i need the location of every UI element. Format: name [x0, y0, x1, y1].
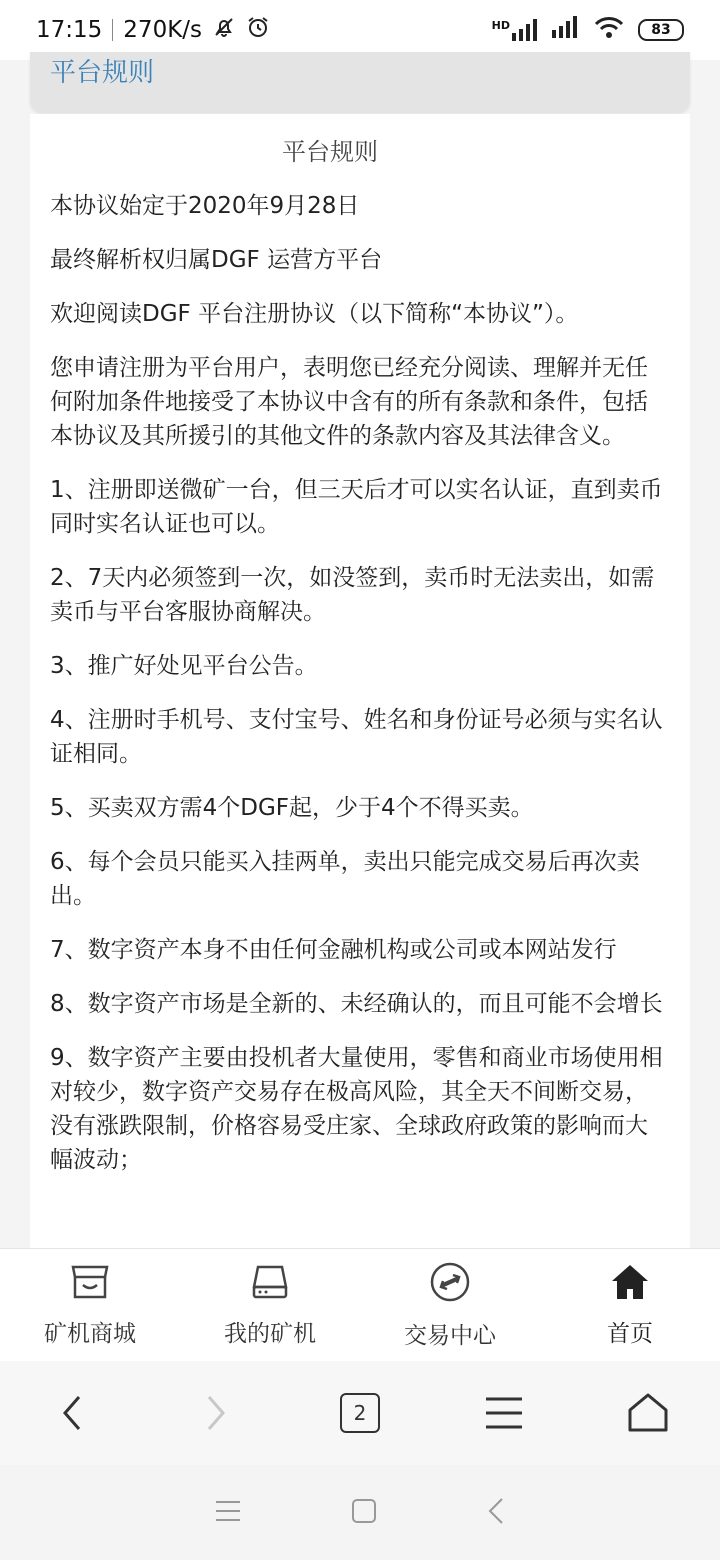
- recent-apps-button[interactable]: [215, 1500, 241, 1526]
- home-outline-icon: [627, 1392, 669, 1434]
- paragraph: 欢迎阅读DGF 平台注册协议（以下简称“本协议”）。: [50, 301, 579, 327]
- header-card: [30, 52, 690, 112]
- menu-lines-icon: [215, 1500, 241, 1522]
- paragraph: 5、买卖双方需4个DGF起，少于4个不得买卖。: [50, 795, 534, 821]
- paragraph: 本协议始定于2020年9月28日: [50, 193, 360, 219]
- document-title: 平台规则: [282, 138, 378, 166]
- bottom-nav: [0, 1248, 720, 1362]
- wifi-icon: [594, 16, 624, 44]
- bell-muted-icon: [212, 15, 236, 45]
- paragraph: 8、数字资产市场是全新的、未经确认的，而且可能不会增长: [50, 991, 663, 1017]
- store-icon: [69, 1263, 111, 1307]
- alarm-icon: [246, 15, 270, 45]
- status-bar: [0, 0, 720, 60]
- home-button[interactable]: [618, 1383, 678, 1443]
- system-home-button[interactable]: [351, 1498, 377, 1528]
- battery-indicator: 83: [638, 19, 684, 41]
- chevron-left-icon: [487, 1497, 505, 1525]
- tab-count: 2: [340, 1393, 380, 1433]
- hard-drive-icon: [250, 1263, 290, 1307]
- paragraph: 3、推广好处见平台公告。: [50, 653, 318, 679]
- status-left: [36, 15, 270, 45]
- nav-item-store[interactable]: [0, 1249, 180, 1361]
- paragraph: 1、注册即送微矿一台，但三天后才可以实名认证，直到卖币同时实名认证也可以。: [50, 477, 663, 537]
- system-nav-bar: [0, 1466, 720, 1560]
- menu-icon: [484, 1396, 524, 1430]
- paragraph: 您申请注册为平台用户，表明您已经充分阅读、理解并无任何附加条件地接受了本协议中含有的所有条款和条件，包括本协议及其所援引的其他文件的条款内容及其法律含义。: [50, 355, 648, 449]
- exchange-icon: [429, 1261, 471, 1309]
- chevron-left-icon: [57, 1393, 87, 1433]
- paragraph: 最终解析权归属DGF 运营方平台: [50, 247, 383, 273]
- nav-item-my-miners[interactable]: [180, 1249, 360, 1361]
- hd-label: HD: [491, 19, 510, 32]
- system-back-button[interactable]: [487, 1497, 505, 1529]
- paragraph: 6、每个会员只能买入挂两单，卖出只能完成交易后再次卖出。: [50, 849, 640, 909]
- nav-item-home[interactable]: [540, 1249, 720, 1361]
- chevron-right-icon: [201, 1393, 231, 1433]
- rules-content[interactable]: [30, 114, 690, 1248]
- back-button[interactable]: [42, 1383, 102, 1443]
- nav-label: 矿机商城: [44, 1320, 136, 1347]
- paragraph: 4、注册时手机号、支付宝号、姓名和身份证号必须与实名认证相同。: [50, 707, 663, 767]
- nav-label: 首页: [607, 1320, 653, 1347]
- nav-label: 我的矿机: [224, 1320, 316, 1347]
- hd-signal-icon: [492, 19, 538, 41]
- home-icon: [610, 1263, 650, 1307]
- status-time: 17:15: [36, 17, 103, 43]
- nav-item-trading-center[interactable]: [360, 1249, 540, 1361]
- tabs-button[interactable]: [330, 1383, 390, 1443]
- browser-toolbar: [0, 1361, 720, 1465]
- header-title: 平台规则: [50, 58, 155, 88]
- paragraph: 7、数字资产本身不由任何金融机构或公司或本网站发行: [50, 937, 617, 963]
- nav-label: 交易中心: [404, 1322, 496, 1349]
- network-speed: 270K/s: [123, 17, 203, 43]
- status-right: [492, 16, 684, 44]
- signal-icon: [552, 16, 580, 44]
- square-icon: [351, 1498, 377, 1524]
- paragraph: 2、7天内必须签到一次，如没签到，卖币时无法卖出，如需卖币与平台客服协商解决。: [50, 565, 655, 625]
- paragraph: 9、数字资产主要由投机者大量使用，零售和商业市场使用相对较少，数字资产交易存在极高风险，其全天不间断交易，没有涨跌限制，价格容易受庄家、全球政府政策的影响而大幅波动；: [50, 1045, 663, 1173]
- menu-button[interactable]: [474, 1383, 534, 1443]
- forward-button[interactable]: [186, 1383, 246, 1443]
- status-separator: [112, 19, 113, 41]
